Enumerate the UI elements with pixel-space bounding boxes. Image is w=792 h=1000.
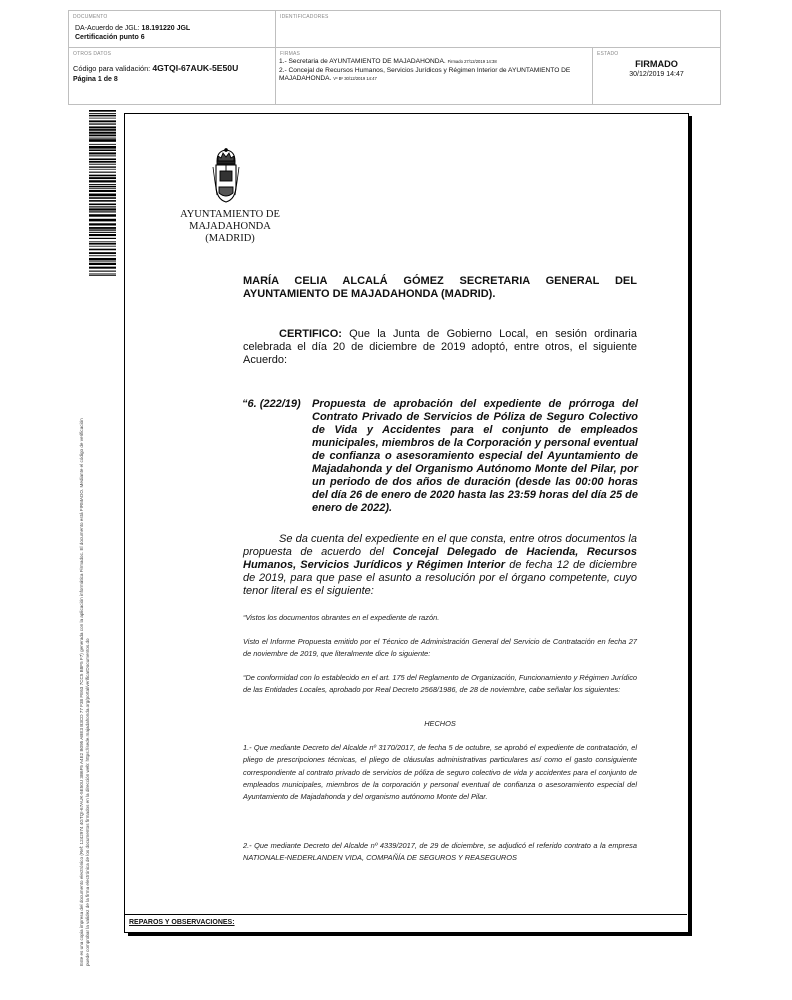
barcode-bar [89,238,116,239]
barcode-bar [89,211,116,212]
documento-label: DOCUMENTO [73,14,108,20]
barcode-bar [89,190,116,192]
document-title: MARÍA CELIA ALCALÁ GÓMEZ SECRETARIA GENERAL DEL AYUNTAMIENTO DE MAJADAHONDA (MADRID). [243,275,637,300]
hecho-2-paragraph: 2.- Que mediante Decreto del Alcalde nº 4339/2017, de 29 de diciembre, se adjudicó el referido contrato a la empresa NATIONALE-NEDERLANDEN VIDA, COMPAÑÍA DE SEGUROS Y REASEGUROS [243,841,637,863]
barcode-bar [89,132,116,134]
barcode-bar [89,214,116,216]
barcode-bar [89,155,116,156]
barcode-bar [89,152,116,154]
barcode-bar [89,258,116,261]
documento-cell [69,11,275,47]
conformidad-paragraph: “De conformidad con lo establecido en el art. 175 del Reglamento de Organización, Funcionamiento y Régimen Jurídico de las Entidades Locales, aprobado por Real Decreto 2568/1986, de 28 de noviembre, cabe señalar los siguientes: [243,673,637,695]
side-text-line-2: puede comprobar la validez de la firma electrónica de los documentos firmados en la dirección web: https://sede.majadahonda.org/portal/verificarDocumentos.do [85,638,90,966]
barcode-bar [89,110,116,112]
proposal-number: “6. (222/19) [242,398,301,410]
barcode-bar [89,129,116,131]
barcode-bar [89,149,116,151]
visto-informe-paragraph: Visto el Informe Propuesta emitido por el Técnico de Administración General del Servicio de Contratación en fecha 27 de noviembre de 2019, que literalmente dice lo siguiente: [243,637,637,659]
se-da-text-1: Se da cuenta del expediente en el que consta, entre otros documentos la propuesta de acuerdo del [243,533,637,558]
barcode-bar [89,180,116,182]
barcode-bar [89,177,116,179]
barcode-bar [89,229,116,230]
barcode-bar [89,134,116,136]
barcode-bar [89,184,116,185]
identificadores-label: IDENTIFICADORES [280,14,329,20]
barcode-bar [89,197,116,199]
barcode-bar [89,113,116,114]
verification-side-text [79,276,91,966]
proposal-text: Propuesta de aprobación del expediente de prórroga del Contrato Privado de Servicios de Póliza de Seguro Colectivo de Vida y Accidentes para el conjunto de empleados municipales, miembros de la Corporación y personal eventual de confianza o asesoramiento especial del Ayuntamiento de Majadahonda y del Organismo Autónomo Monte del Pilar, por un periodo de dos años de duración (desde las 00:00 horas del día 26 de enero de 2020 hasta las 23:59 horas del día 25 de enero de 2022). [312,398,638,514]
documento-prefix: DA-Acuerdo de JGL: [75,25,140,32]
barcode-bar [89,223,116,225]
certifico-text: Que la Junta de Gobierno Local, en sesión ordinaria celebrada el día 20 de diciembre de 2019 adoptó, entre otros, el siguiente Acuerdo: [243,328,637,366]
firma-2-text: 2.- Concejal de Recursos Humanos, Servicios Jurídicos y Régimen Interior de AYUNTAMIENTO DE MAJADAHONDA. [279,67,571,82]
barcode-bar [89,144,116,145]
barcode-bar [89,204,116,206]
barcode-bar [89,208,116,210]
barcode-bar [89,166,116,167]
coat-of-arms-icon [211,147,241,205]
barcode-bar [89,255,116,256]
codigo-validacion[interactable]: 4GTQI-67AUK-5E50U [152,63,239,73]
estado-cell [593,48,720,104]
firma-2-meta: Vº Bº 30/12/2019 14:47 [333,76,377,81]
letterhead-line-2: MAJADAHONDA [189,221,271,232]
barcode-bar [89,172,116,173]
se-da-bold: Concejal Delegado de Hacienda, Recursos Humanos, Servicios Jurídicos y Régimen Interior [243,546,637,571]
documento-number: 18.191220 JGL [141,25,191,32]
barcode-bar [89,261,116,262]
barcode-bar [89,206,116,207]
barcode-bar [89,267,116,269]
barcode-bar [89,120,116,122]
letterhead-line-1: AYUNTAMIENTO DE [180,209,280,220]
barcode-bar [89,158,116,160]
barcode-bar [89,249,116,251]
otros-datos-label: OTROS DATOS [73,51,112,57]
barcode-bar [89,115,116,117]
barcode-bar [89,219,116,222]
hecho-1-paragraph: 1.- Que mediante Decreto del Alcalde nº 3170/2017, de fecha 5 de octubre, se aprobó el expediente de contratación, el pliego de prescripciones técnicas, el pliego de cláusulas administrativas particulares así como el gasto consiguiente correspondiente al contrato privado de servicios de póliza de seguro colectivo de vida y accidentes para el conjunto de empleados municipales, miembros de la corporación y personal eventual de confianza o asesoramiento especial del Ayuntamiento de Majadahonda y del organismo autónomo Monte del Pilar. [243,743,637,802]
barcode-bar [89,139,116,142]
barcode-bar [89,164,116,165]
letterhead-line-3: (MADRID) [205,233,255,244]
barcode-bar [89,274,116,275]
barcode-bar [89,271,116,272]
se-da-text-2: de fecha 12 de diciembre de 2019, para que pase el asunto a resolución por el órgano competente, cuyo tenor literal es el siguiente: [243,559,637,597]
barcode-bar [89,186,116,188]
documento-line [75,24,190,33]
barcode-bar [89,275,116,276]
reparos-box [124,914,687,932]
barcode-bar [89,175,116,177]
codigo-line [73,64,238,73]
otros-datos-cell [69,48,275,104]
firmas-label: FIRMAS [280,51,301,57]
certifico-paragraph [243,328,637,367]
barcode-bar [89,200,116,202]
firmas-cell [276,48,592,104]
estado-fecha: 30/12/2019 14:47 [629,71,684,78]
firma-1-meta: Firmado 27/12/2019 14:38 [447,59,497,64]
barcode-bar [89,246,116,247]
barcode-bar [89,146,116,149]
barcode-bar [89,138,116,139]
barcode-bar [89,169,116,170]
codigo-prefix: Código para validación: [73,64,151,73]
barcode-bar [89,188,116,189]
side-text-line-1: Este es una copia impresa del documento electrónico (Ref: 1242974 4GTQI-67AUK-5E50U 3B6F5 A4E2 B095 ABE3 B3CD 77 F38 FE63 7CC5 B8F5 F7) generada con la aplicación informática Firmadoc. El documento está FIRMADO. Mediante el código de verificación [79,418,84,966]
reparos-label: REPAROS Y OBSERVACIONES: [129,919,235,926]
barcode-bar [89,126,116,128]
barcode-bar [89,232,116,233]
estado-value: FIRMADO [635,59,678,69]
signature-header [68,10,721,105]
barcode-bar [89,227,116,229]
se-da-cuenta-paragraph [243,533,637,598]
barcode-bar [89,234,116,236]
certifico-label: CERTIFICO: [279,328,342,340]
barcode-bar [89,241,116,242]
barcode-bar [89,252,116,254]
estado-label: ESTADO [597,51,619,57]
barcode-bar [89,123,116,124]
firma-1 [279,58,591,66]
firma-2 [279,67,595,83]
barcode-bar [89,118,116,119]
barcode-image [89,110,116,276]
firma-1-text: 1.- Secretaria de AYUNTAMIENTO DE MAJADAHONDA. [279,58,446,65]
hechos-heading: HECHOS [424,719,456,728]
barcode-bar [89,263,116,265]
letterhead-ayuntamiento [170,209,290,245]
identificadores-cell [276,11,719,47]
barcode-bar [89,194,116,197]
barcode-bar [89,161,116,163]
documento-sub: Certificación punto 6 [75,34,145,41]
vistos-paragraph: “Vistos los documentos obrantes en el expediente de razón. [243,613,440,622]
pagina-indicator: Página 1 de 8 [73,76,118,83]
barcode-bar [89,243,116,245]
